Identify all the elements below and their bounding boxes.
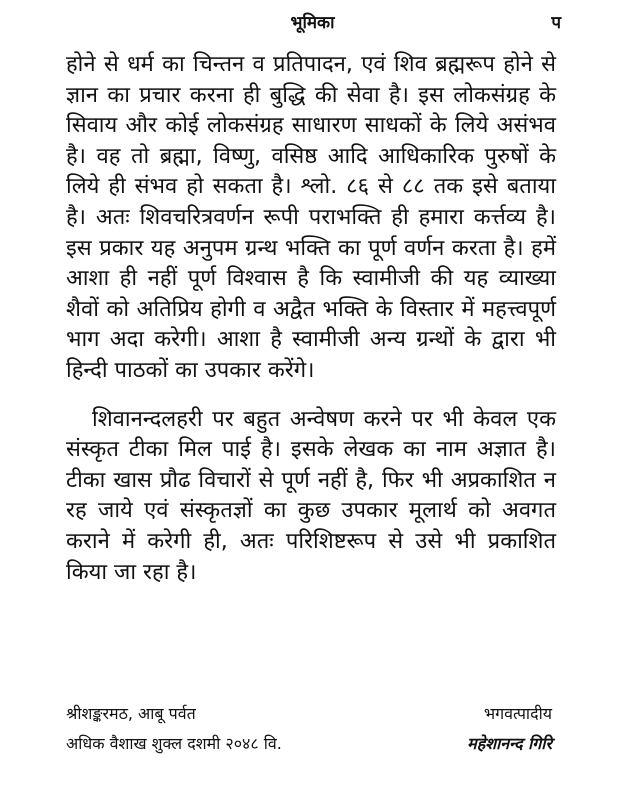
page-number: प <box>551 13 561 33</box>
page-header <box>0 6 625 34</box>
date-line: अधिक वैशाख शुक्ल दशमी २०४८ वि. <box>66 734 282 753</box>
signature-block <box>66 702 552 762</box>
paragraph-1: होने से धर्म का चिन्तन व प्रतिपादन, एवं शिव ब्रह्मरूप होने से ज्ञान का प्रचार करना ही बुद्धि की सेवा है। इस लोकसंग्रह के सिवाय और कोई लोकसंग्रह साधारण साधकों के लिये असंभव है। वह तो ब्रह्मा, विष्णु, वसिष्ठ आदि आधिकारिक पुरुषों के लिये ही संभव हो सकता है। श्लो. ८६ से ८८ तक इसे बताया है। अतः शिवचरित्रवर्णन रूपी पराभक्ति ही हमारा कर्त्तव्य है। इस प्रकार यह अनुपम ग्रन्थ भक्ति का पूर्ण वर्णन करता है। हमें आशा ही नहीं पूर्ण विश्वास है कि स्वामीजी की यह व्याख्या शैवों को अतिप्रिय होगी व अद्वैत भक्ति के विस्तार में महत्त्वपूर्ण भाग अदा करेगी। आशा है स्वामीजी अन्य ग्रन्थों के द्वारा भी हिन्दी पाठकों का उपकार करेंगे। <box>66 52 556 383</box>
paragraph-2: शिवानन्दलहरी पर बहुत अन्वेषण करने पर भी केवल एक संस्कृत टीका मिल पाई है। इसके लेखक का नाम अज्ञात है। टीका खास प्रौढ विचारों से पूर्ण नहीं है, फिर भी अप्रकाशित न रह जाये एवं संस्कृतज्ञों का कुछ उपकार मूलार्थ को अवगत कराने में करेगी ही, अतः परिशिष्टरूप से उसे भी प्रकाशित किया जा रहा है। <box>66 406 556 585</box>
signature-title: भगवत्पादीय <box>483 704 552 723</box>
place-line: श्रीशङ्करमठ, आबू पर्वत <box>66 704 196 723</box>
signature-name: महेशानन्द गिरि <box>467 734 552 753</box>
page-title: भूमिका <box>290 13 335 33</box>
body-text <box>66 50 556 588</box>
